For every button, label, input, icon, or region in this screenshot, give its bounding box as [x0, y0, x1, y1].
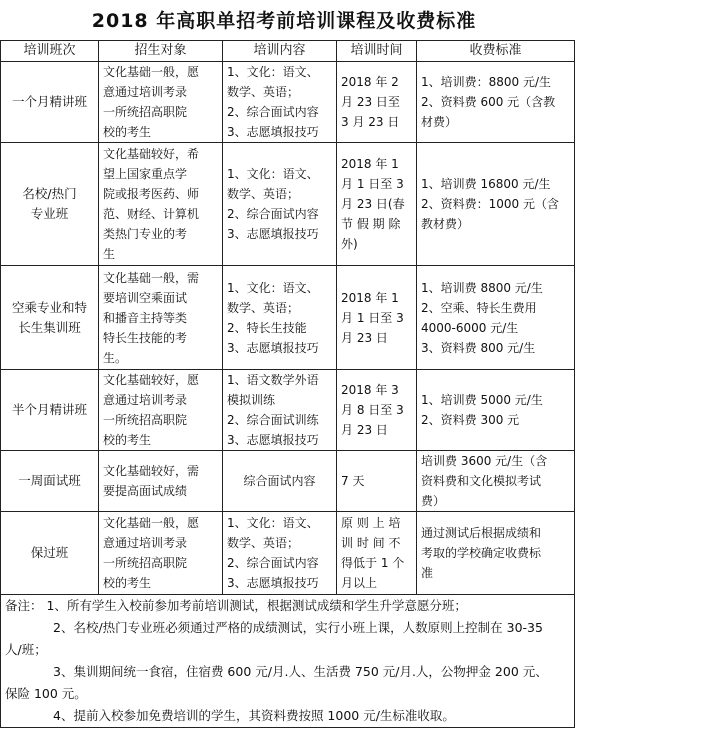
time-cell [337, 266, 417, 370]
cell-line: 得低于 1 个 [341, 556, 405, 570]
header-fee: 收费标准 [417, 41, 575, 62]
cell-line: 校的考生 [103, 433, 152, 447]
cell-line: 数学、英语； [227, 85, 300, 99]
cell-line: 培训费 3600 元/生（含 [421, 454, 548, 468]
content-cell [223, 266, 337, 370]
cell-line: 文化基础一般，愿 [103, 65, 200, 79]
cell-line: 2018 年 1 [341, 157, 399, 171]
audience-cell [99, 451, 223, 512]
note-line: 4、提前入校参加免费培训的学生，其资料费按照 1000 元/生标准收取。 [53, 708, 455, 723]
cell-line: 外) [341, 237, 358, 251]
notes-cell [1, 595, 575, 728]
class-name-cell [1, 512, 99, 595]
fee-cell [417, 266, 575, 370]
cell-line: 生。 [103, 350, 128, 365]
cell-line: 2、空乘、特长生费用 [421, 300, 537, 315]
cell-line: 节 假 期 除 [341, 217, 401, 231]
class-name-cell [1, 143, 99, 266]
cell-line: 要培训空乘面试 [103, 290, 188, 305]
class-name-cell [1, 62, 99, 143]
time-cell [337, 143, 417, 266]
cell-line: 专业班 [30, 206, 69, 221]
cell-line: 文化基础较好，希 [103, 147, 200, 161]
cell-line: 2、资料费 600 元（含教 [421, 95, 556, 109]
cell-line: 3 月 23 日 [341, 115, 400, 129]
audience-cell [99, 266, 223, 370]
cell-line: 2018 年 1 [341, 290, 399, 305]
audience-cell [99, 370, 223, 451]
cell-line: 费） [421, 494, 446, 508]
cell-line: 1、文化：语文、 [227, 516, 319, 530]
cell-line: 数学、英语； [227, 187, 300, 201]
cell-line: 2、资料费 300 元 [421, 413, 520, 427]
cell-line: 保过班 [30, 545, 69, 560]
cell-line: 文化基础一般，愿 [103, 516, 200, 530]
cell-line: 月 23 日(春 [341, 197, 405, 211]
audience-cell [99, 143, 223, 266]
cell-line: 文化基础较好，愿 [103, 373, 200, 387]
cell-line: 训 时 间 不 [341, 536, 401, 550]
cell-line: 2、资料费：1000 元（含 [421, 197, 559, 211]
cell-line: 1、文化：语文、 [227, 167, 319, 181]
cell-line: 月 1 日至 3 [341, 310, 404, 325]
page-title: 2018 年高职单招考前培训课程及收费标准 [91, 10, 477, 32]
cell-line: 考取的学校确定收费标 [421, 546, 542, 560]
cell-line: 模拟训练 [227, 393, 276, 407]
fee-cell [417, 512, 575, 595]
cell-line: 月 23 日 [341, 330, 388, 345]
cell-line: 3、资料费 800 元/生 [421, 340, 536, 355]
cell-line: 材费） [421, 115, 458, 129]
fee-cell [417, 370, 575, 451]
cell-line: 类热门专业的考 [103, 227, 188, 241]
cell-line: 1、培训费：8800 元/生 [421, 75, 552, 89]
cell-line: 2、综合面试训练 [227, 413, 319, 427]
header-class-name: 培训班次 [1, 41, 99, 62]
note-line: 保险 100 元。 [5, 686, 87, 701]
cell-line: 2、综合面试内容 [227, 556, 319, 570]
cell-line: 意通过培训考录 [103, 536, 188, 550]
content-cell [223, 512, 337, 595]
audience-cell [99, 512, 223, 595]
table-row [1, 266, 575, 370]
cell-line: 半个月精讲班 [11, 402, 87, 417]
note-line: 人/班； [5, 642, 47, 657]
cell-line: 数学、英语； [227, 536, 300, 550]
cell-line: 意通过培训考录 [103, 393, 188, 407]
cell-line: 1、培训费 5000 元/生 [421, 393, 543, 407]
cell-line: 文化基础较好，需 [103, 464, 200, 478]
cell-line: 综合面试内容 [243, 474, 316, 488]
cell-line: 月以上 [341, 576, 378, 590]
cell-line: 3、志愿填报技巧 [227, 125, 319, 139]
notes-row [1, 595, 575, 728]
table-row [1, 451, 575, 512]
cell-line: 1、语文数学外语 [227, 373, 319, 387]
cell-line: 4000-6000 元/生 [421, 320, 519, 335]
cell-line: 校的考生 [103, 576, 152, 590]
fee-cell [417, 143, 575, 266]
cell-line: 一所统招高职院 [103, 556, 188, 570]
cell-line: 长生集训班 [18, 319, 81, 335]
cell-line: 生 [103, 247, 116, 261]
cell-line: 3、志愿填报技巧 [227, 576, 319, 590]
cell-line: 意通过培训考录 [103, 85, 188, 99]
cell-line: 2、综合面试内容 [227, 105, 319, 119]
cell-line: 要提高面试成绩 [103, 484, 188, 498]
cell-line: 准 [421, 566, 434, 580]
content-cell [223, 370, 337, 451]
time-cell [337, 370, 417, 451]
table-header-row [1, 41, 575, 62]
cell-line: 1、培训费 8800 元/生 [421, 280, 543, 295]
cell-line: 3、志愿填报技巧 [227, 433, 319, 447]
cell-line: 2018 年 3 [341, 383, 399, 397]
cell-line: 7 天 [341, 474, 365, 488]
cell-line: 院或报考医药、师 [103, 187, 200, 201]
cell-line: 一所统招高职院 [103, 105, 188, 119]
table-row [1, 512, 575, 595]
time-cell [337, 512, 417, 595]
content-cell [223, 62, 337, 143]
cell-line: 2、特长生技能 [227, 320, 307, 335]
time-cell [337, 62, 417, 143]
cell-line: 月 1 日至 3 [341, 177, 404, 191]
cell-line: 名校/热门 [22, 186, 77, 201]
cell-line: 通过测试后根据成绩和 [421, 526, 542, 540]
audience-cell [99, 62, 223, 143]
cell-line: 一周面试班 [18, 473, 81, 488]
cell-line: 文化基础一般，需 [103, 270, 200, 285]
cell-line: 月 23 日至 [341, 95, 400, 109]
cell-line: 月 8 日至 3 [341, 403, 404, 417]
content-cell [223, 451, 337, 512]
fee-cell [417, 62, 575, 143]
content-cell [223, 143, 337, 266]
cell-line: 月 23 日 [341, 423, 388, 437]
cell-line: 范、财经、计算机 [103, 207, 200, 221]
cell-line: 数学、英语； [227, 300, 300, 315]
cell-line: 1、培训费 16800 元/生 [421, 177, 551, 191]
class-name-cell [1, 370, 99, 451]
cell-line: 2018 年 2 [341, 75, 399, 89]
note-line: 备注： 1、所有学生入校前参加考前培训测试，根据测试成绩和学生升学意愿分班； [5, 598, 467, 613]
fee-cell [417, 451, 575, 512]
cell-line: 和播音主持等类 [103, 310, 188, 325]
cell-line: 校的考生 [103, 125, 152, 139]
class-name-cell [1, 451, 99, 512]
time-cell [337, 451, 417, 512]
header-time: 培训时间 [337, 41, 417, 62]
table-row [1, 62, 575, 143]
cell-line: 原 则 上 培 [341, 516, 401, 530]
table-row [1, 370, 575, 451]
header-content: 培训内容 [223, 41, 337, 62]
note-line: 2、名校/热门专业班必须通过严格的成绩测试，实行小班上课，人数原则上控制在 30-35 [53, 620, 543, 635]
cell-line: 一个月精讲班 [11, 94, 87, 109]
header-audience: 招生对象 [99, 41, 223, 62]
cell-line: 3、志愿填报技巧 [227, 340, 319, 355]
cell-line: 空乘专业和特 [11, 299, 87, 315]
note-line: 3、集训期间统一食宿，住宿费 600 元/月.人、生活费 750 元/月.人，公物押金 200 元、 [53, 664, 548, 679]
cell-line: 特长生技能的考 [103, 330, 188, 345]
fee-table [0, 40, 575, 728]
table-row [1, 143, 575, 266]
cell-line: 望上国家重点学 [103, 167, 188, 181]
cell-line: 3、志愿填报技巧 [227, 227, 319, 241]
cell-line: 一所统招高职院 [103, 413, 188, 427]
cell-line: 教材费） [421, 217, 470, 231]
class-name-cell [1, 266, 99, 370]
cell-line: 资料费和文化模拟考试 [421, 474, 542, 488]
cell-line: 2、综合面试内容 [227, 207, 319, 221]
cell-line: 1、文化：语文、 [227, 280, 319, 295]
cell-line: 1、文化：语文、 [227, 65, 319, 79]
